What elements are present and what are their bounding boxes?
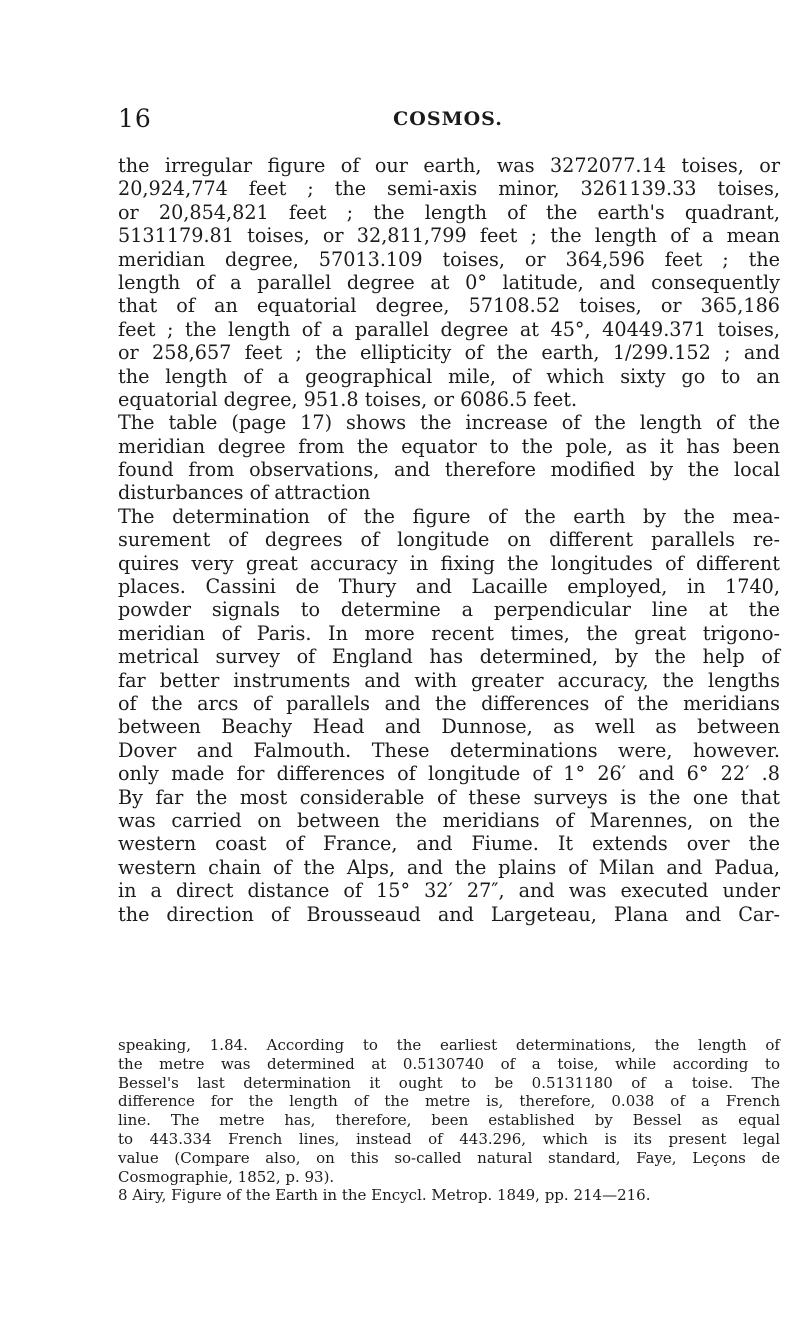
body-line: far better instruments and with greater accuracy, the lengths	[118, 668, 780, 692]
body-line: between Beachy Head and Dunnose, as well as between	[118, 715, 780, 739]
body-line: or 20,854,821 feet ; the length of the earth's quadrant,	[118, 200, 780, 224]
body-line: powder signals to determine a perpendicular line at the	[118, 598, 780, 622]
page-number: 16	[118, 104, 152, 133]
body-line: of the arcs of parallels and the differences of the meridians	[118, 691, 780, 715]
body-line: or 258,657 feet ; the ellipticity of the earth, 1/299.152 ; and	[118, 341, 780, 365]
body-line: was carried on between the meridians of Marennes, on the	[118, 808, 780, 832]
body-line: in a direct distance of 15° 32′ 27″, and was executed under	[118, 879, 780, 903]
body-text	[118, 154, 780, 926]
footnote-line: speaking, 1.84. According to the earliest determinations, the length of	[118, 1036, 780, 1054]
footnote-line: value (Compare also, on this so-called natural standard, Faye, Leçons de	[118, 1148, 780, 1167]
body-line: meridian degree, 57013.109 toises, or 364,596 feet ; the	[118, 247, 780, 271]
footnote-line: line. The metre has, therefore, been established by Bessel as equal	[118, 1111, 780, 1130]
footnote-line: to 443.334 French lines, instead of 443.296, which is its present legal	[118, 1129, 780, 1148]
body-line: 5131179.81 toises, or 32,811,799 feet ; the length of a mean	[118, 224, 780, 248]
body-line: western chain of the Alps, and the plains of Milan and Padua,	[118, 855, 780, 879]
body-line: western coast of France, and Fiume. It extends over the	[118, 832, 780, 856]
body-line: By far the most considerable of these surveys is the one that	[118, 785, 780, 809]
footnotes	[118, 1036, 780, 1205]
body-line: found from observations, and therefore modified by the local	[118, 458, 780, 482]
footnote-line: 8 Airy, Figure of the Earth in the Encycl. Metrop. 1849, pp. 214—216.	[118, 1186, 651, 1205]
body-line: the irregular figure of our earth, was 3272077.14 toises, or	[118, 154, 780, 177]
footnote-line: the metre was determined at 0.5130740 of a toise, while according to	[118, 1054, 780, 1073]
footnote-line: difference for the length of the metre is, therefore, 0.038 of a French	[118, 1092, 780, 1111]
body-line: metrical survey of England has determined, by the help of	[118, 645, 780, 669]
footnote-line: Cosmographie, 1852, p. 93).	[118, 1167, 335, 1186]
body-line: 20,924,774 feet ; the semi-axis minor, 3261139.33 toises,	[118, 177, 780, 201]
footnote-line: Bessel's last determination it ought to be 0.5131180 of a toise. The	[118, 1073, 780, 1092]
body-line: meridian of Paris. In more recent times, the great trigono-	[118, 621, 780, 645]
body-line: places. Cassini de Thury and Lacaille employed, in 1740,	[118, 575, 780, 599]
body-line: that of an equatorial degree, 57108.52 toises, or 365,186	[118, 294, 780, 318]
body-line: length of a parallel degree at 0° latitude, and consequently	[118, 270, 780, 294]
body-line: surement of degrees of longitude on different parallels re-	[118, 528, 780, 552]
running-head: COSMOS.	[393, 108, 503, 130]
body-line: the direction of Brousseaud and Largeteau, Plana and Car-	[118, 902, 780, 926]
body-line: the length of a geographical mile, of which sixty go to an	[118, 364, 780, 388]
body-line: Dover and Falmouth. These determinations were, however.	[118, 738, 780, 762]
body-line: The table (page 17) shows the increase of the length of the	[118, 411, 780, 435]
body-line: quires very great accuracy in fixing the longitudes of different	[118, 551, 780, 575]
page-header	[118, 104, 778, 140]
body-line: The determination of the figure of the earth by the mea-	[118, 504, 780, 528]
body-line: feet ; the length of a parallel degree at 45°, 40449.371 toises,	[118, 317, 780, 341]
body-line: meridian degree from the equator to the pole, as it has been	[118, 434, 780, 458]
body-line: disturbances of attraction	[118, 481, 371, 505]
body-line: equatorial degree, 951.8 toises, or 6086.5 feet.	[118, 387, 578, 411]
body-line: only made for differences of longitude of 1° 26′ and 6° 22′ .8	[118, 762, 780, 786]
